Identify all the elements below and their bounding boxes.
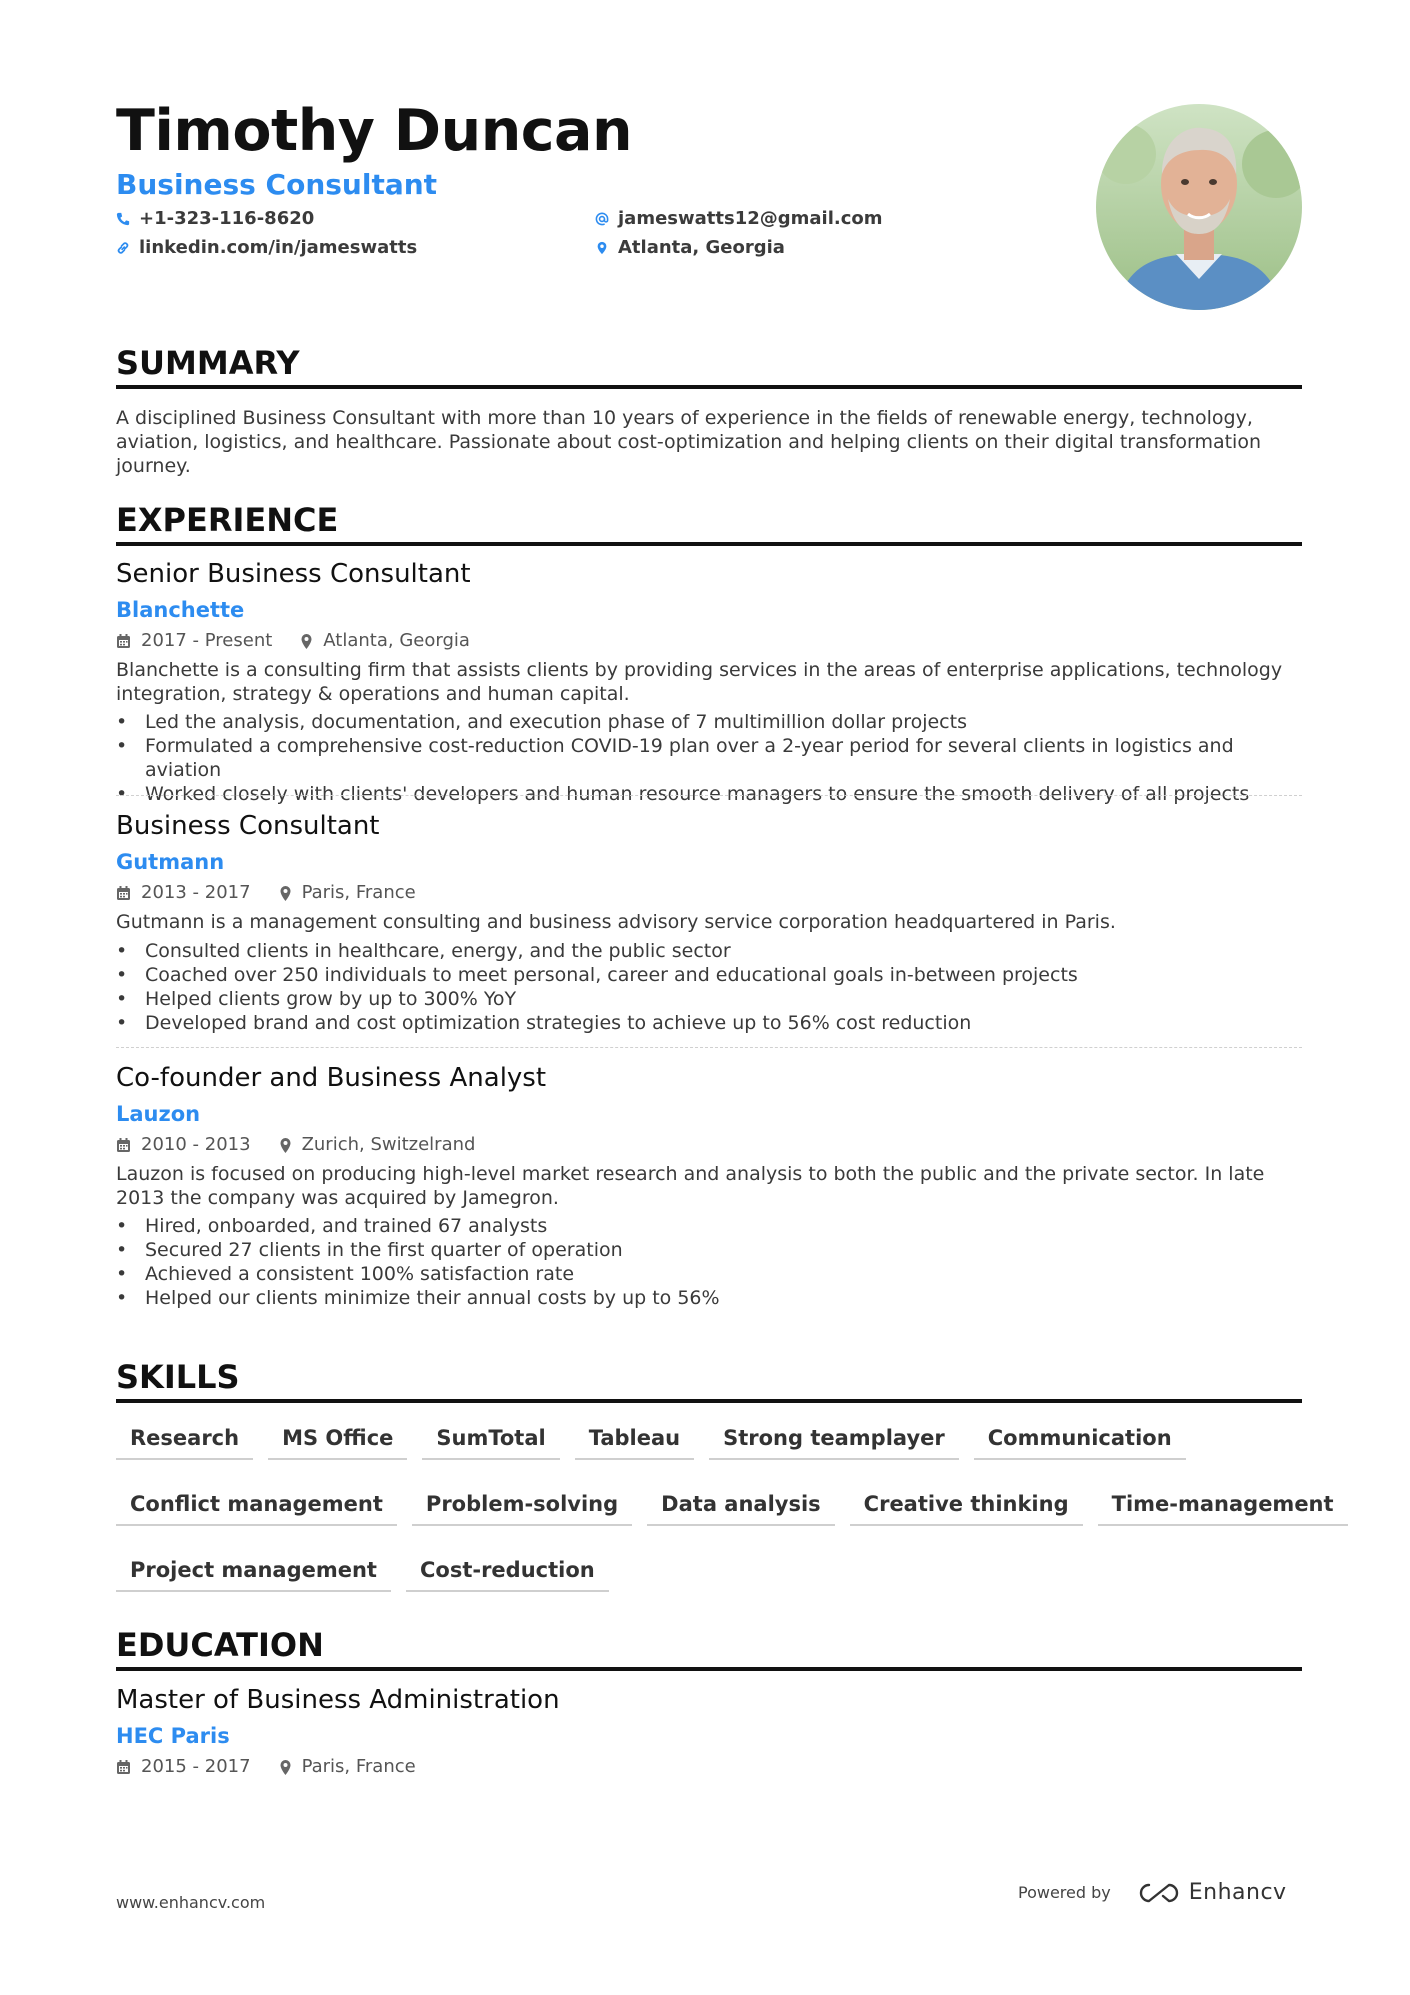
location-pin-icon xyxy=(279,885,292,902)
skill-tag: Problem-solving xyxy=(412,1480,632,1526)
job-bullets xyxy=(116,1214,1302,1310)
location-text: Atlanta, Georgia xyxy=(618,237,785,258)
job-description: Gutmann is a management consulting and business advisory service corporation headquartered in Paris. xyxy=(116,911,1116,933)
link-icon xyxy=(116,240,130,256)
list-item: • Secured 27 clients in the first quarter of operation xyxy=(116,1238,1302,1262)
at-icon xyxy=(595,211,609,227)
job-meta xyxy=(116,881,416,905)
footer-branding xyxy=(1018,1880,1287,1905)
skill-tag: Time-management xyxy=(1098,1480,1348,1526)
profile-photo xyxy=(1096,104,1302,310)
company-name: Blanchette xyxy=(116,598,245,622)
skill-tag: SumTotal xyxy=(422,1414,559,1460)
skill-tag: Data analysis xyxy=(647,1480,835,1526)
skill-tag: Communication xyxy=(974,1414,1186,1460)
education-dates: 2015 - 2017 xyxy=(141,1756,251,1777)
location-pin-icon xyxy=(279,1137,292,1154)
job-title: Senior Business Consultant xyxy=(116,559,471,589)
brand-name: Enhancv xyxy=(1188,1880,1287,1905)
list-item: • Hired, onboarded, and trained 67 analysts xyxy=(116,1214,1302,1238)
job-bullets xyxy=(116,939,1302,1035)
list-item: • Helped our clients minimize their annual costs by up to 56% xyxy=(116,1286,1302,1310)
list-item: • Consulted clients in healthcare, energy, and the public sector xyxy=(116,939,1302,963)
job-title: Business Consultant xyxy=(116,811,380,841)
contact-location xyxy=(595,236,785,260)
list-item: • Worked closely with clients' developers and human resource managers to ensure the smooth delivery of all projects xyxy=(116,782,1302,806)
degree-title: Master of Business Administration xyxy=(116,1685,560,1715)
footer-website[interactable]: www.enhancv.com xyxy=(116,1893,266,1912)
candidate-title: Business Consultant xyxy=(116,168,438,201)
job-dates: 2013 - 2017 xyxy=(141,882,251,903)
location-pin-icon xyxy=(279,1759,292,1776)
location-pin-icon xyxy=(595,240,609,256)
list-item: • Developed brand and cost optimization strategies to achieve up to 56% cost reduction xyxy=(116,1011,1302,1035)
job-dates: 2010 - 2013 xyxy=(141,1134,251,1155)
skill-tag: Tableau xyxy=(575,1414,694,1460)
summary-heading: SUMMARY xyxy=(116,343,1302,389)
divider xyxy=(116,795,1302,796)
contact-linkedin[interactable] xyxy=(116,236,417,260)
job-description: Lauzon is focused on producing high-level market research and analysis to both the public and the private sector. In late 2013 the company was acquired by Jamegron. xyxy=(116,1163,1265,1209)
job-dates: 2017 - Present xyxy=(141,630,273,651)
divider xyxy=(116,1047,1302,1048)
job-location: Paris, France xyxy=(301,882,416,903)
education-heading: EDUCATION xyxy=(116,1625,1302,1671)
skill-tag: Conflict management xyxy=(116,1480,397,1526)
calendar-icon xyxy=(116,1759,131,1775)
summary-text: A disciplined Business Consultant with more than 10 years of experience in the fields of renewable energy, technology, aviation, logistics, and healthcare. Passionate about cost-optimization and helping clients on their digital transformation journey. xyxy=(116,407,1262,477)
company-name: Gutmann xyxy=(116,850,225,874)
powered-by-text: Powered by xyxy=(1018,1883,1111,1902)
enhancv-logo-icon xyxy=(1137,1881,1181,1905)
skill-tag: Project management xyxy=(116,1546,391,1592)
candidate-name: Timothy Duncan xyxy=(116,98,633,164)
contact-email[interactable] xyxy=(595,207,883,231)
location-pin-icon xyxy=(300,633,313,650)
phone-text: +1-323-116-8620 xyxy=(139,208,315,229)
job-meta xyxy=(116,1133,475,1157)
email-text[interactable]: jameswatts12@gmail.com xyxy=(618,208,883,229)
company-name: Lauzon xyxy=(116,1102,201,1126)
skill-tag: Cost-reduction xyxy=(406,1546,609,1592)
list-item: • Coached over 250 individuals to meet personal, career and educational goals in-between projects xyxy=(116,963,1302,987)
education-meta xyxy=(116,1755,416,1779)
skill-tag: Strong teamplayer xyxy=(709,1414,959,1460)
list-item: • Led the analysis, documentation, and execution phase of 7 multimillion dollar projects xyxy=(116,710,1302,734)
skill-tag: MS Office xyxy=(268,1414,407,1460)
calendar-icon xyxy=(116,885,131,901)
job-bullets xyxy=(116,710,1302,806)
skill-tag: Creative thinking xyxy=(850,1480,1083,1526)
skills-list xyxy=(116,1414,1334,1612)
skill-tag: Research xyxy=(116,1414,253,1460)
job-location: Zurich, Switzelrand xyxy=(301,1134,476,1155)
job-meta xyxy=(116,629,470,653)
calendar-icon xyxy=(116,633,131,649)
experience-heading: EXPERIENCE xyxy=(116,500,1302,546)
education-location: Paris, France xyxy=(301,1756,416,1777)
linkedin-text[interactable]: linkedin.com/in/jameswatts xyxy=(139,237,418,258)
job-description: Blanchette is a consulting firm that assists clients by providing services in the areas of enterprise applications, technology integration, strategy & operations and human capital. xyxy=(116,659,1283,705)
job-title: Co-founder and Business Analyst xyxy=(116,1063,547,1093)
skills-heading: SKILLS xyxy=(116,1357,1302,1403)
job-location: Atlanta, Georgia xyxy=(323,630,470,651)
phone-icon xyxy=(116,211,130,227)
list-item: • Achieved a consistent 100% satisfaction rate xyxy=(116,1262,1302,1286)
contact-phone xyxy=(116,207,314,231)
list-item: • Helped clients grow by up to 300% YoY xyxy=(116,987,1302,1011)
school-name: HEC Paris xyxy=(116,1724,230,1748)
list-item: • Formulated a comprehensive cost-reduction COVID-19 plan over a 2-year period for several clients in logistics and aviation xyxy=(116,734,1302,782)
calendar-icon xyxy=(116,1137,131,1153)
